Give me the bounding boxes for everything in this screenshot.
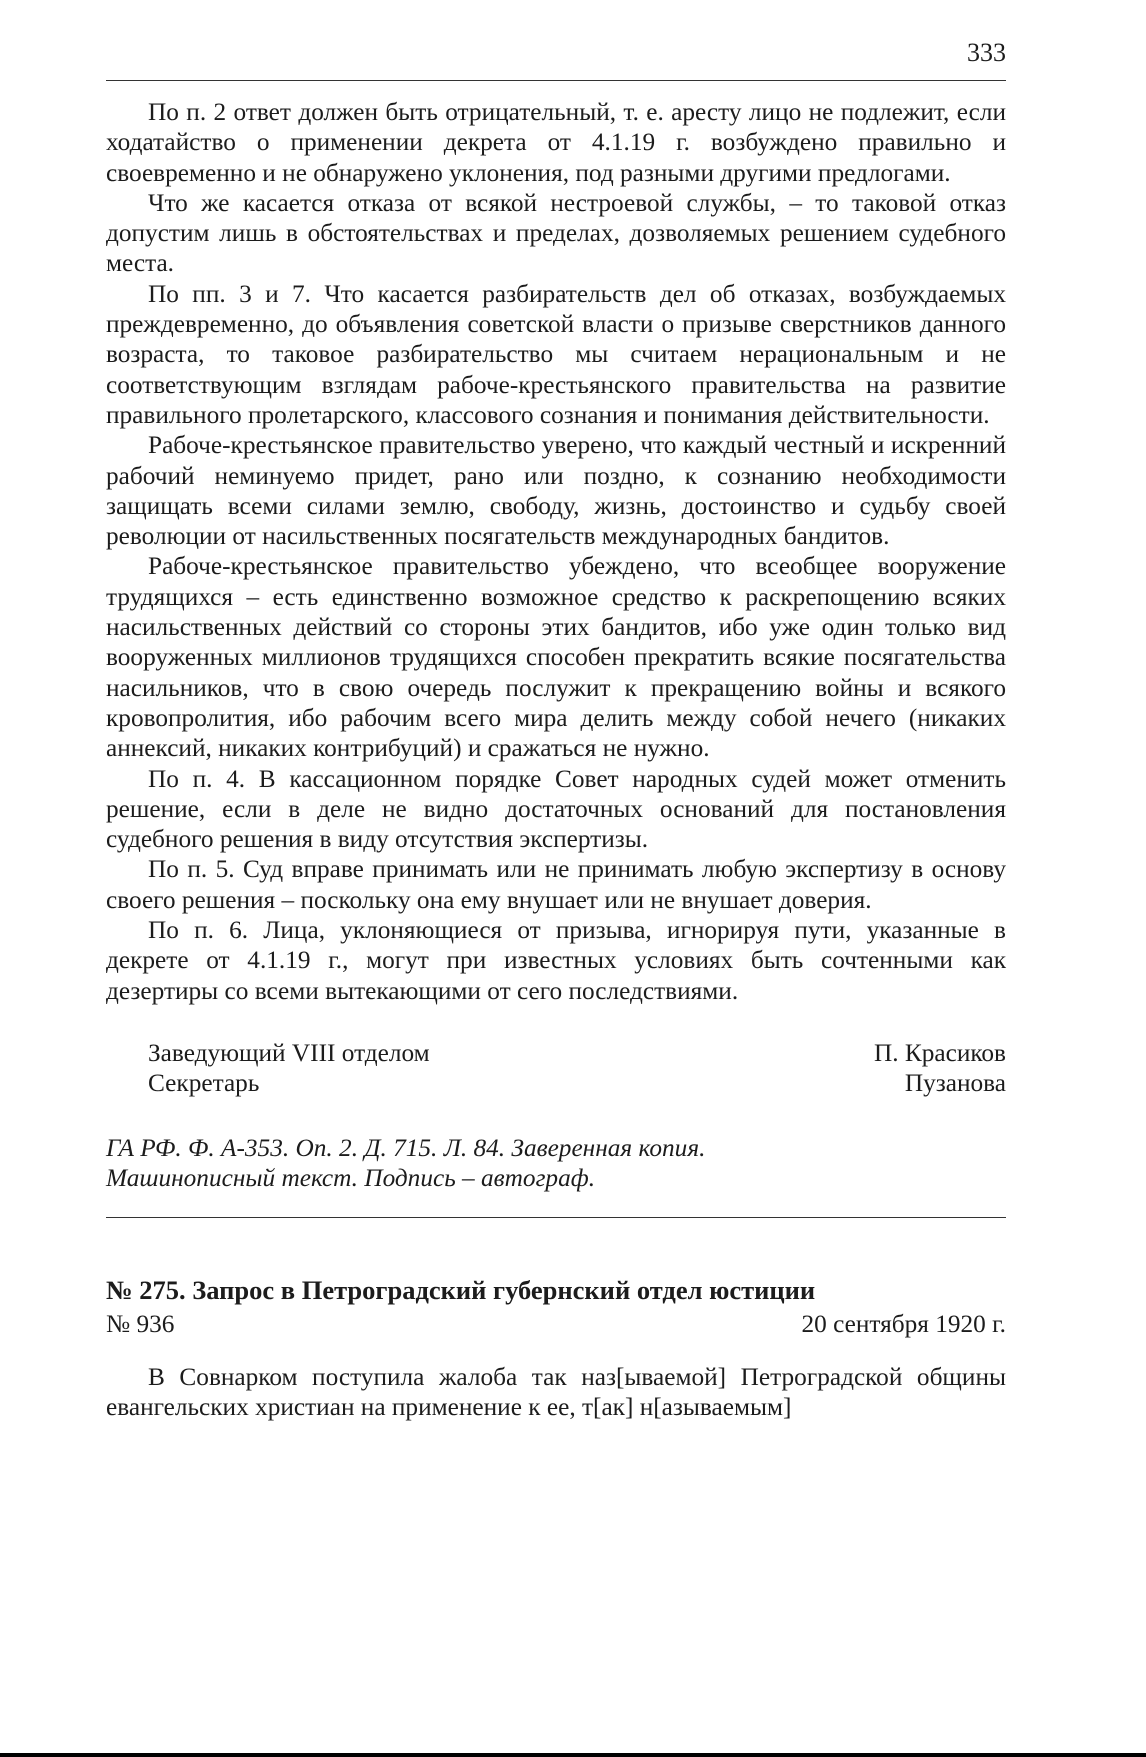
document-number: № 936 <box>106 1310 175 1339</box>
signature-name: П. Красиков <box>873 1038 1006 1067</box>
signature-block <box>106 1038 1006 1099</box>
paragraph: По п. 2 ответ должен быть отрицательный, т. е. аресту лицо не подлежит, если ходатайство о применении декрета от 4.1.19 г. возбуждено правильно и своевременно и не обнаружено уклонения, под разными другими предлогами. <box>106 98 1006 187</box>
signature-row <box>148 1038 1006 1068</box>
signature-row <box>148 1068 1006 1098</box>
archive-line: ГА РФ. Ф. А-353. Оп. 2. Д. 715. Л. 84. Заверенная копия. <box>106 1133 706 1162</box>
paragraph: Рабоче-крестьянское правительство убеждено, что всеобщее вооружение трудящихся – есть единственно возможное средство к раскрепощению всяких насильственных действий со стороны этих бандитов, ибо уже один только вид вооруженных миллионов трудящихся способен прекратить всякие посягательства насильников, что в свою очередь послужит к прекращению войны и всякого кровопролития, ибо рабочим всего мира делить между собой нечего (никаких аннексий, никаких контрибуций) и сражаться не нужно. <box>106 552 1006 763</box>
paragraph: По пп. 3 и 7. Что касается разбирательств дел об отказах, возбуждаемых преждевременно, до объявления советской власти о призыве сверстников данного возраста, то таковое разбирательство мы считаем нерациональным и не соответствующим взглядам рабоче-крестьянского правительства на развитие правильного пролетарского, классового сознания и понимания действительности. <box>106 279 1006 429</box>
document-body <box>106 97 1006 1006</box>
paragraph: По п. 5. Суд вправе принимать или не принимать любую экспертизу в основу своего решения – поскольку она ему внушает или не внушает доверия. <box>106 855 1006 914</box>
paragraph: По п. 4. В кассационном порядке Совет народных судей может отменить решение, если в деле не видно достаточных оснований для постановления судебного решения в виду отсутствия экспертизы. <box>106 764 1006 854</box>
signature-role: Заведующий VIII отделом <box>148 1038 430 1067</box>
document-title: № 275. Запрос в Петроградский губернский отдел юстиции <box>106 1275 816 1306</box>
paragraph: В Совнарком поступила жалоба так наз[ываемой] Петроградской общины евангельских христиан на применение к ее, т[ак] н[азываемым] <box>106 1363 1006 1422</box>
archive-line: Машинописный текст. Подпись – автограф. <box>106 1163 596 1192</box>
archive-reference <box>106 1133 1006 1194</box>
signature-role: Секретарь <box>148 1069 260 1098</box>
page-number: 333 <box>106 40 1006 81</box>
section-divider <box>106 1217 1006 1218</box>
paragraph: По п. 6. Лица, уклоняющиеся от призыва, игнорируя пути, указанные в декрете от 4.1.19 г., могут при известных условиях быть сочтенными как дезертиры со всеми вытекающими от сего последствиями. <box>106 916 1006 1005</box>
signature-name: Пузанова <box>904 1069 1006 1098</box>
paragraph: Рабоче-крестьянское правительство уверено, что каждый честный и искренний рабочий неминуемо придет, рано или поздно, к сознанию необходимости защищать всеми силами землю, свободу, жизнь, достоинство и судьбу своей революции от насильственных посягательств международных бандитов. <box>106 431 1006 551</box>
document-meta <box>106 1308 1006 1340</box>
paragraph: Что же касается отказа от всякой нестроевой службы, – то таковой отказ допустим лишь в обстоятельствах и пределах, дозволяемых решением судебного места. <box>106 188 1006 278</box>
document-date: 20 сентября 1920 г. <box>801 1310 1006 1339</box>
book-page <box>106 40 1006 1423</box>
scan-edge <box>0 1753 1146 1757</box>
